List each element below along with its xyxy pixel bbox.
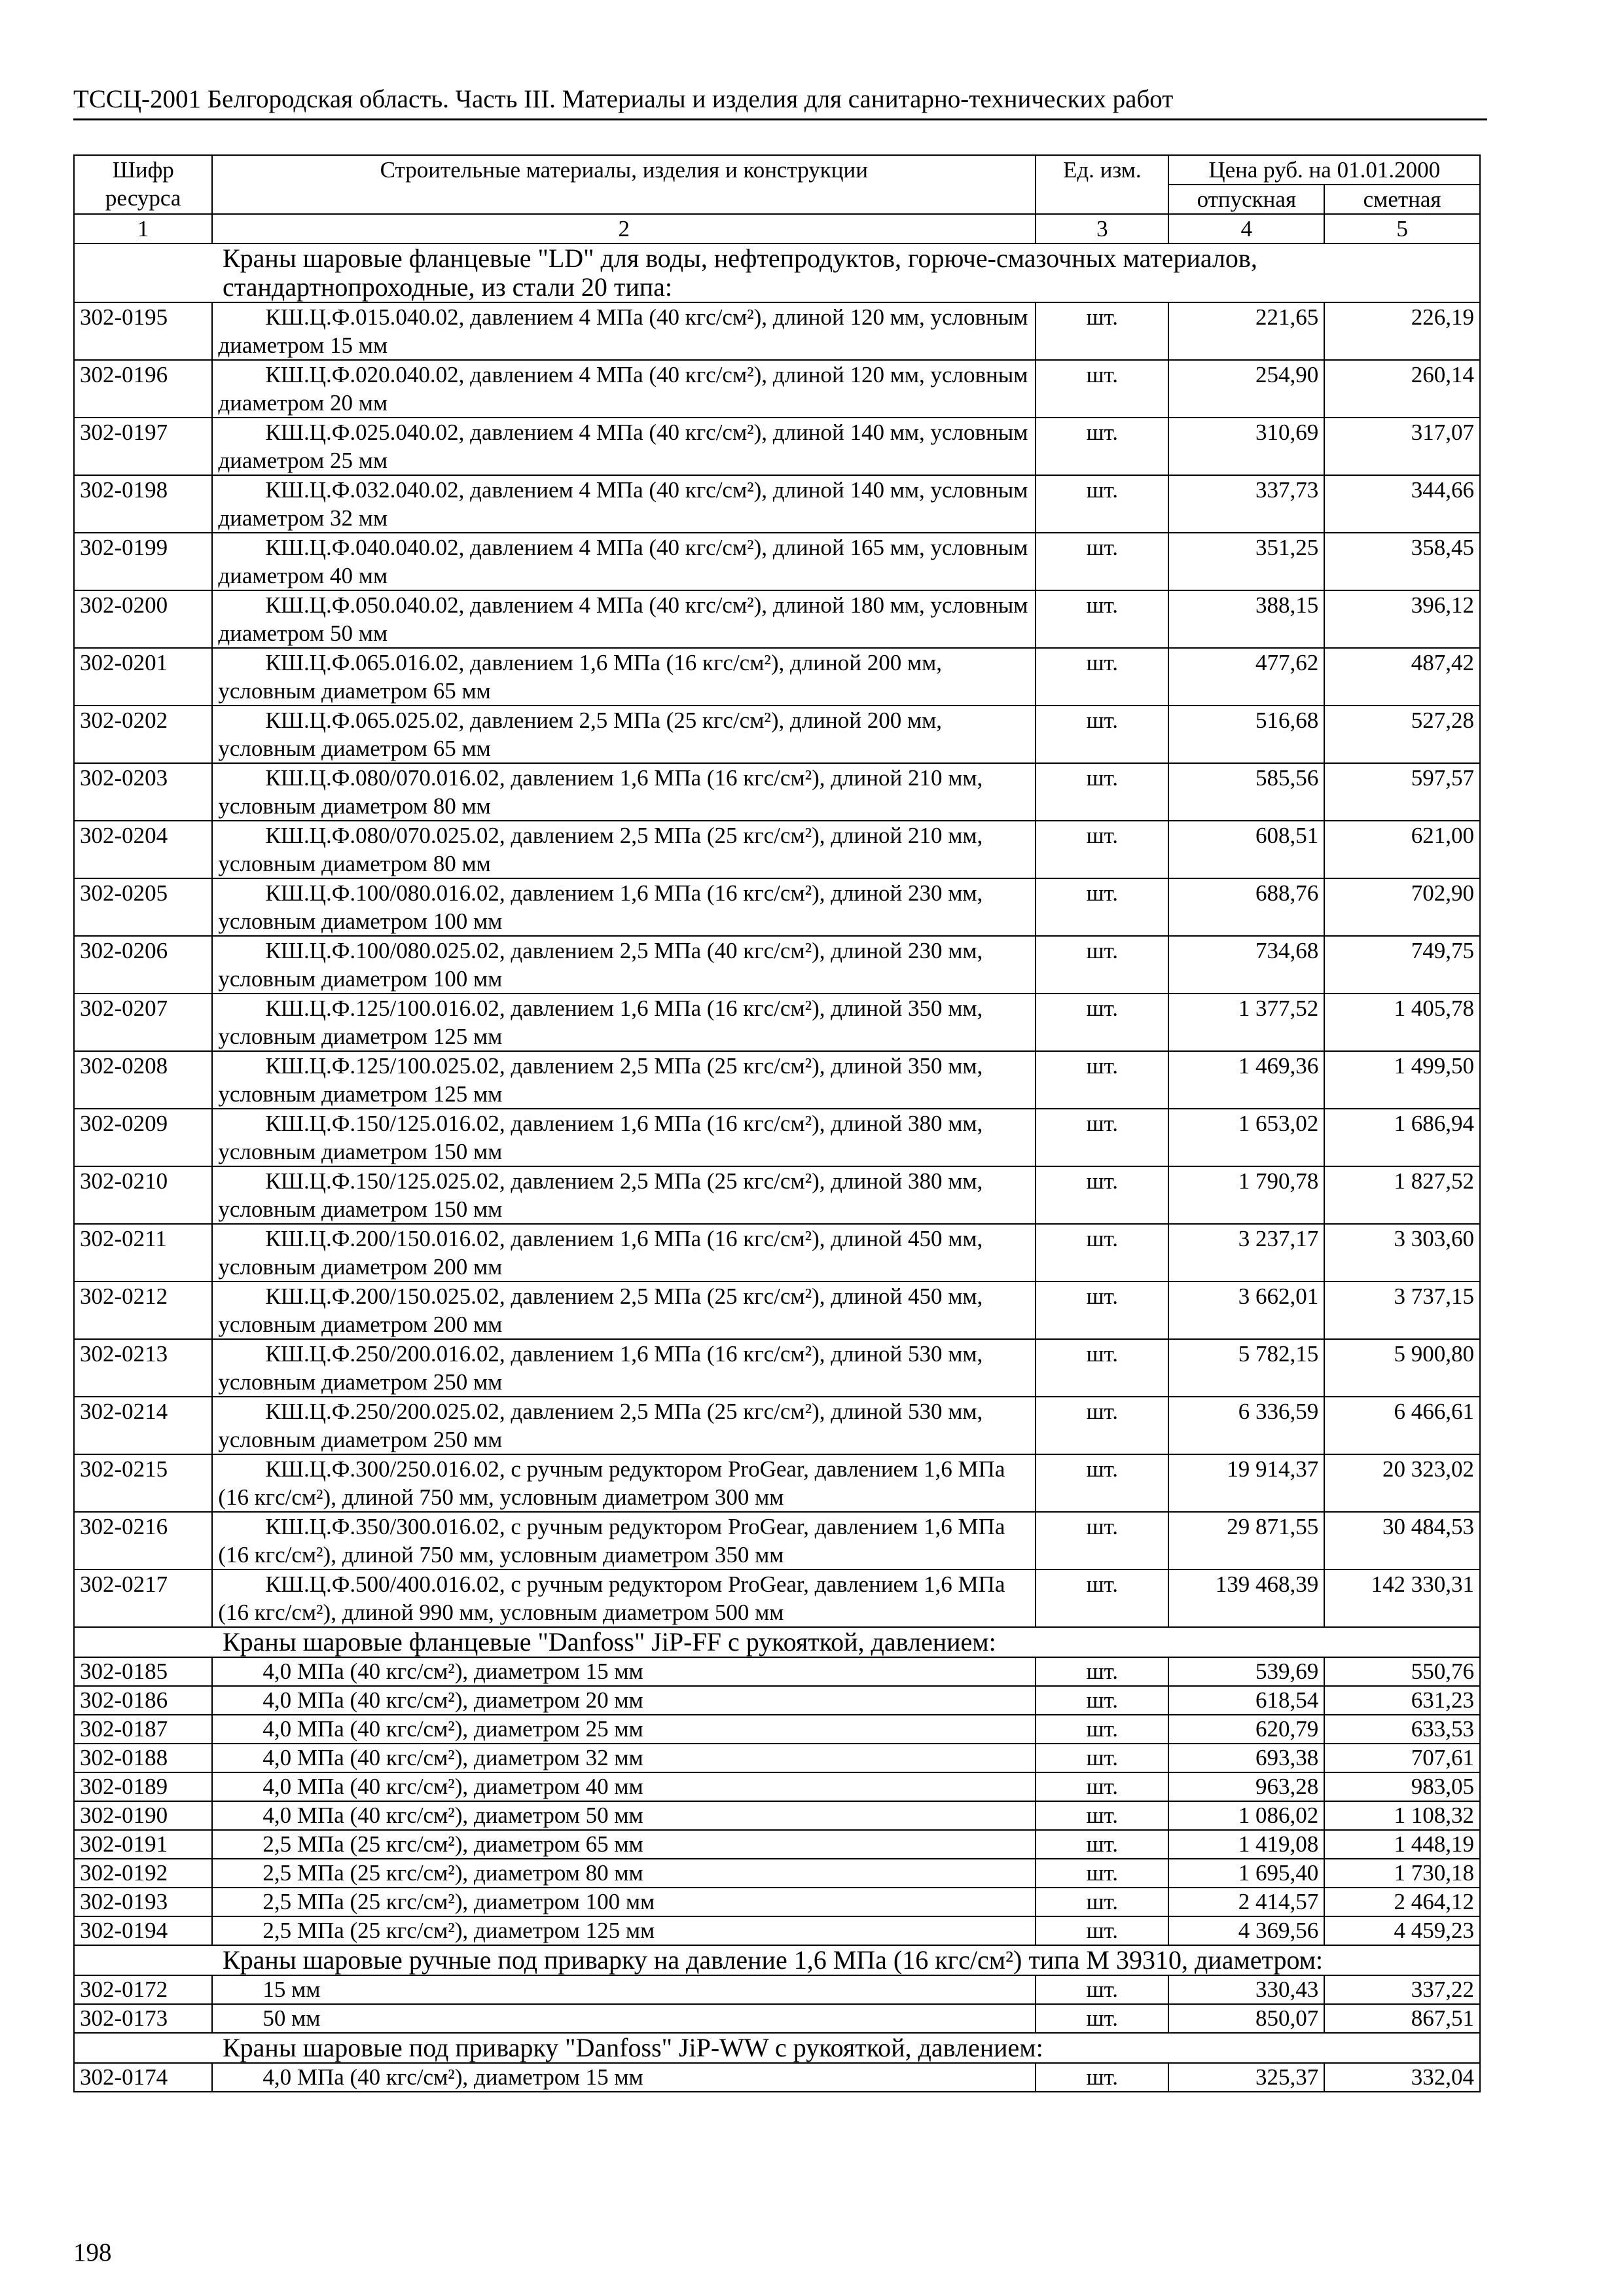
column-number: 4 [1168,214,1324,243]
estimate-price-cell: 867,51 [1324,2004,1480,2033]
section-header-row [74,243,1480,302]
estimate-price-cell: 6 466,61 [1324,1397,1480,1454]
release-price-cell: 477,62 [1168,648,1324,706]
material-name-text: 4,0 МПа (40 кгс/см²), диаметром 15 мм [262,2064,643,2090]
material-name-cell [212,590,1036,648]
unit-cell: шт. [1036,1109,1168,1166]
unit-cell: шт. [1036,1454,1168,1512]
resource-code-cell: 302-0199 [74,533,212,590]
table-row [74,1224,1480,1282]
estimate-price-cell: 707,61 [1324,1744,1480,1772]
material-name-cell [212,936,1036,994]
release-price-cell: 4 369,56 [1168,1916,1324,1945]
resource-code-cell: 302-0206 [74,936,212,994]
release-price-cell: 3 662,01 [1168,1282,1324,1339]
unit-cell: шт. [1036,302,1168,360]
table-row [74,475,1480,533]
table-row [74,1166,1480,1224]
estimate-price-cell: 1 405,78 [1324,994,1480,1051]
estimate-price-cell: 527,28 [1324,706,1480,763]
resource-code-cell: 302-0172 [74,1975,212,2004]
resource-code-cell: 302-0193 [74,1888,212,1916]
table-row [74,1339,1480,1397]
table-row [74,1916,1480,1945]
release-price-cell: 850,07 [1168,2004,1324,2033]
release-price-cell: 221,65 [1168,302,1324,360]
table-row [74,1282,1480,1339]
estimate-price-cell: 30 484,53 [1324,1512,1480,1570]
release-price-cell: 6 336,59 [1168,1397,1324,1454]
material-name-text: КШ.Ц.Ф.300/250.016.02, с ручным редуктором ProGear, давлением 1,6 МПа (16 кгс/см²), длиной 750 мм, условным диаметром 300 мм [218,1456,1005,1510]
unit-cell: шт. [1036,1657,1168,1686]
release-price-cell: 1 086,02 [1168,1801,1324,1830]
resource-code-cell: 302-0194 [74,1916,212,1945]
resource-code-cell: 302-0189 [74,1772,212,1801]
table-row [74,1772,1480,1801]
material-name-text: 2,5 МПа (25 кгс/см²), диаметром 80 мм [262,1860,643,1886]
material-name-text: КШ.Ц.Ф.065.016.02, давлением 1,6 МПа (16 кгс/см²), длиной 200 мм, условным диаметром 65 мм [218,650,943,704]
material-name-text: 50 мм [262,2005,321,2031]
estimate-price-cell: 5 900,80 [1324,1339,1480,1397]
material-name-text: КШ.Ц.Ф.100/080.025.02, давлением 2,5 МПа (40 кгс/см²), длиной 230 мм, условным диаметром 100 мм [218,938,983,992]
estimate-price-cell: 260,14 [1324,360,1480,418]
table-row [74,1801,1480,1830]
release-price-cell: 608,51 [1168,821,1324,878]
material-name-text: КШ.Ц.Ф.350/300.016.02, с ручным редуктором ProGear, давлением 1,6 МПа (16 кгс/см²), длиной 750 мм, условным диаметром 350 мм [218,1514,1005,1568]
resource-code-cell: 302-0209 [74,1109,212,1166]
material-name-cell [212,1454,1036,1512]
material-name-text: КШ.Ц.Ф.040.040.02, давлением 4 МПа (40 кгс/см²), длиной 165 мм, условным диаметром 40 мм [218,535,1028,588]
table-row [74,418,1480,475]
release-price-cell: 1 469,36 [1168,1051,1324,1109]
material-name-text: КШ.Ц.Ф.150/125.025.02, давлением 2,5 МПа (25 кгс/см²), длиной 380 мм, условным диаметром 150 мм [218,1168,983,1222]
material-name-text: КШ.Ц.Ф.150/125.016.02, давлением 1,6 МПа (16 кгс/см²), длиной 380 мм, условным диаметром 150 мм [218,1111,983,1164]
release-price-cell: 330,43 [1168,1975,1324,2004]
material-name-cell [212,763,1036,821]
material-name-text: КШ.Ц.Ф.200/150.025.02, давлением 2,5 МПа (25 кгс/см²), длиной 450 мм, условным диаметром 200 мм [218,1283,983,1337]
estimate-price-cell: 1 108,32 [1324,1801,1480,1830]
release-price-cell: 1 653,02 [1168,1109,1324,1166]
estimate-price-cell: 396,12 [1324,590,1480,648]
table-row [74,1570,1480,1627]
release-price-cell: 139 468,39 [1168,1570,1324,1627]
estimate-price-cell: 4 459,23 [1324,1916,1480,1945]
unit-cell: шт. [1036,648,1168,706]
release-price-cell: 19 914,37 [1168,1454,1324,1512]
material-name-text: КШ.Ц.Ф.065.025.02, давлением 2,5 МПа (25 кгс/см²), длиной 200 мм, условным диаметром 65 мм [218,708,943,761]
material-name-cell [212,418,1036,475]
material-name-text: 4,0 МПа (40 кгс/см²), диаметром 25 мм [262,1716,643,1742]
material-name-cell [212,1859,1036,1888]
release-price-cell: 351,25 [1168,533,1324,590]
material-name-text: 4,0 МПа (40 кгс/см²), диаметром 15 мм [262,1659,643,1684]
unit-cell: шт. [1036,360,1168,418]
resource-code-cell: 302-0198 [74,475,212,533]
release-price-cell: 29 871,55 [1168,1512,1324,1570]
material-name-cell [212,1801,1036,1830]
material-name-text: КШ.Ц.Ф.100/080.016.02, давлением 1,6 МПа (16 кгс/см²), длиной 230 мм, условным диаметром 100 мм [218,880,983,934]
material-name-text: КШ.Ц.Ф.080/070.016.02, давлением 1,6 МПа (16 кгс/см²), длиной 210 мм, условным диаметром 80 мм [218,765,983,819]
table-row [74,1686,1480,1715]
section-header-row [74,1945,1480,1975]
estimate-price-cell: 332,04 [1324,2063,1480,2092]
table-row [74,1397,1480,1454]
material-name-cell [212,1715,1036,1744]
table-row [74,878,1480,936]
table-row [74,302,1480,360]
material-name-text: КШ.Ц.Ф.015.040.02, давлением 4 МПа (40 кгс/см²), длиной 120 мм, условным диаметром 15 мм [218,304,1028,358]
material-name-text: КШ.Ц.Ф.025.040.02, давлением 4 МПа (40 кгс/см²), длиной 140 мм, условным диаметром 25 мм [218,420,1028,473]
estimate-price-cell: 3 737,15 [1324,1282,1480,1339]
unit-cell: шт. [1036,706,1168,763]
material-name-cell [212,1397,1036,1454]
resource-code-cell: 302-0216 [74,1512,212,1570]
unit-cell: шт. [1036,936,1168,994]
resource-code-cell: 302-0187 [74,1715,212,1744]
material-name-cell [212,1166,1036,1224]
release-price-cell: 3 237,17 [1168,1224,1324,1282]
resource-code-cell: 302-0195 [74,302,212,360]
material-name-cell [212,706,1036,763]
release-price-cell: 1 419,08 [1168,1830,1324,1859]
header-code: Шифр ресурса [74,155,212,214]
material-name-text: КШ.Ц.Ф.125/100.016.02, давлением 1,6 МПа (16 кгс/см²), длиной 350 мм, условным диаметром 125 мм [218,996,983,1049]
material-name-text: КШ.Ц.Ф.080/070.025.02, давлением 2,5 МПа (25 кгс/см²), длиной 210 мм, условным диаметром 80 мм [218,823,983,876]
unit-cell: шт. [1036,1916,1168,1945]
table-row [74,936,1480,994]
table-row [74,1512,1480,1570]
release-price-cell: 254,90 [1168,360,1324,418]
header-unit: Ед. изм. [1036,155,1168,214]
release-price-cell: 337,73 [1168,475,1324,533]
release-price-cell: 618,54 [1168,1686,1324,1715]
column-number: 3 [1036,214,1168,243]
material-name-cell [212,360,1036,418]
material-name-text: 4,0 МПа (40 кгс/см²), диаметром 20 мм [262,1687,643,1713]
estimate-price-cell: 337,22 [1324,1975,1480,2004]
release-price-cell: 388,15 [1168,590,1324,648]
material-name-text: КШ.Ц.Ф.200/150.016.02, давлением 1,6 МПа (16 кгс/см²), длиной 450 мм, условным диаметром 200 мм [218,1226,983,1280]
resource-code-cell: 302-0190 [74,1801,212,1830]
estimate-price-cell: 983,05 [1324,1772,1480,1801]
table-row [74,360,1480,418]
table-row [74,1975,1480,2004]
release-price-cell: 2 414,57 [1168,1888,1324,1916]
section-header-row [74,1627,1480,1657]
section-title: Краны шаровые фланцевые "LD" для воды, нефтепродуктов, горюче-смазочных материалов, стандартнопроходные, из стали 20 типа: [74,243,1480,302]
material-name-cell [212,2004,1036,2033]
material-name-text: 2,5 МПа (25 кгс/см²), диаметром 125 мм [262,1918,655,1943]
resource-code-cell: 302-0215 [74,1454,212,1512]
estimate-price-cell: 631,23 [1324,1686,1480,1715]
header-price-group: Цена руб. на 01.01.2000 [1168,155,1480,185]
table-row [74,1454,1480,1512]
unit-cell: шт. [1036,1339,1168,1397]
material-name-text: КШ.Ц.Ф.125/100.025.02, давлением 2,5 МПа (25 кгс/см²), длиной 350 мм, условным диаметром 125 мм [218,1053,983,1107]
resource-code-cell: 302-0207 [74,994,212,1051]
estimate-price-cell: 621,00 [1324,821,1480,878]
unit-cell: шт. [1036,994,1168,1051]
table-row [74,821,1480,878]
release-price-cell: 325,37 [1168,2063,1324,2092]
table-row [74,2063,1480,2092]
material-name-cell [212,533,1036,590]
material-name-text: 2,5 МПа (25 кгс/см²), диаметром 65 мм [262,1831,643,1857]
resource-code-cell: 302-0212 [74,1282,212,1339]
resource-code-cell: 302-0192 [74,1859,212,1888]
section-header-row [74,2033,1480,2063]
table-row [74,1051,1480,1109]
unit-cell: шт. [1036,1512,1168,1570]
material-name-text: КШ.Ц.Ф.032.040.02, давлением 4 МПа (40 кгс/см²), длиной 140 мм, условным диаметром 32 мм [218,477,1028,531]
header-price-release: отпускная [1168,185,1324,214]
unit-cell: шт. [1036,1715,1168,1744]
release-price-cell: 693,38 [1168,1744,1324,1772]
material-name-cell [212,878,1036,936]
material-name-text: 4,0 МПа (40 кгс/см²), диаметром 50 мм [262,1803,643,1828]
material-name-cell [212,1282,1036,1339]
resource-code-cell: 302-0191 [74,1830,212,1859]
estimate-price-cell: 1 730,18 [1324,1859,1480,1888]
table-row [74,1744,1480,1772]
material-name-text: КШ.Ц.Ф.250/200.025.02, давлением 2,5 МПа (25 кгс/см²), длиной 530 мм, условным диаметром 250 мм [218,1399,983,1452]
unit-cell: шт. [1036,1772,1168,1801]
unit-cell: шт. [1036,533,1168,590]
resource-code-cell: 302-0196 [74,360,212,418]
section-title: Краны шаровые фланцевые "Danfoss" JiP-FF с рукояткой, давлением: [74,1627,1480,1657]
release-price-cell: 5 782,15 [1168,1339,1324,1397]
table-row [74,533,1480,590]
resource-code-cell: 302-0188 [74,1744,212,1772]
release-price-cell: 963,28 [1168,1772,1324,1801]
unit-cell: шт. [1036,2004,1168,2033]
material-name-cell [212,648,1036,706]
material-name-cell [212,302,1036,360]
running-header: ТССЦ-2001 Белгородская область. Часть III. Материалы и изделия для санитарно-технических работ [73,85,1174,113]
resource-code-cell: 302-0203 [74,763,212,821]
material-name-cell [212,1888,1036,1916]
resource-code-cell: 302-0213 [74,1339,212,1397]
estimate-price-cell: 317,07 [1324,418,1480,475]
material-name-cell [212,1916,1036,1945]
table-row [74,1859,1480,1888]
section-title: Краны шаровые ручные под приварку на давление 1,6 МПа (16 кгс/см²) типа М 39310, диаметром: [74,1945,1480,1975]
unit-cell: шт. [1036,1830,1168,1859]
unit-cell: шт. [1036,821,1168,878]
release-price-cell: 1 695,40 [1168,1859,1324,1888]
material-name-cell [212,2063,1036,2092]
header-rule [73,118,1487,120]
material-name-cell [212,1512,1036,1570]
material-name-text: КШ.Ц.Ф.250/200.016.02, давлением 1,6 МПа (16 кгс/см²), длиной 530 мм, условным диаметром 250 мм [218,1341,983,1395]
unit-cell: шт. [1036,1166,1168,1224]
resource-code-cell: 302-0211 [74,1224,212,1282]
material-name-text: КШ.Ц.Ф.050.040.02, давлением 4 МПа (40 кгс/см²), длиной 180 мм, условным диаметром 50 мм [218,592,1028,646]
material-name-text: КШ.Ц.Ф.500/400.016.02, с ручным редуктором ProGear, давлением 1,6 МПа (16 кгс/см²), длиной 990 мм, условным диаметром 500 мм [218,1571,1005,1625]
column-number: 2 [212,214,1036,243]
estimate-price-cell: 487,42 [1324,648,1480,706]
estimate-price-cell: 142 330,31 [1324,1570,1480,1627]
material-name-text: 15 мм [262,1977,321,2002]
header-price-estimate: сметная [1324,185,1480,214]
unit-cell: шт. [1036,1570,1168,1627]
unit-cell: шт. [1036,590,1168,648]
unit-cell: шт. [1036,1801,1168,1830]
table-row [74,2004,1480,2033]
unit-cell: шт. [1036,763,1168,821]
resource-code-cell: 302-0204 [74,821,212,878]
table-row [74,1715,1480,1744]
release-price-cell: 734,68 [1168,936,1324,994]
column-number: 1 [74,214,212,243]
estimate-price-cell: 633,53 [1324,1715,1480,1744]
table-row [74,1109,1480,1166]
resource-code-cell: 302-0205 [74,878,212,936]
unit-cell: шт. [1036,1051,1168,1109]
page-number: 198 [73,2238,112,2267]
release-price-cell: 1 790,78 [1168,1166,1324,1224]
estimate-price-cell: 20 323,02 [1324,1454,1480,1512]
estimate-price-cell: 702,90 [1324,878,1480,936]
estimate-price-cell: 597,57 [1324,763,1480,821]
price-table [73,154,1481,2092]
table-header [74,155,1480,243]
estimate-price-cell: 1 448,19 [1324,1830,1480,1859]
resource-code-cell: 302-0210 [74,1166,212,1224]
resource-code-cell: 302-0173 [74,2004,212,2033]
table-row [74,706,1480,763]
material-name-text: КШ.Ц.Ф.020.040.02, давлением 4 МПа (40 кгс/см²), длиной 120 мм, условным диаметром 20 мм [218,362,1028,416]
table-row [74,1888,1480,1916]
material-name-cell [212,1570,1036,1627]
material-name-cell [212,1744,1036,1772]
material-name-text: 4,0 МПа (40 кгс/см²), диаметром 32 мм [262,1745,643,1770]
unit-cell: шт. [1036,475,1168,533]
resource-code-cell: 302-0200 [74,590,212,648]
resource-code-cell: 302-0174 [74,2063,212,2092]
material-name-cell [212,1686,1036,1715]
release-price-cell: 688,76 [1168,878,1324,936]
estimate-price-cell: 749,75 [1324,936,1480,994]
table-body [74,243,1480,2092]
material-name-text: 4,0 МПа (40 кгс/см²), диаметром 40 мм [262,1774,643,1799]
release-price-cell: 620,79 [1168,1715,1324,1744]
header-name: Строительные материалы, изделия и конструкции [212,155,1036,214]
estimate-price-cell: 2 464,12 [1324,1888,1480,1916]
release-price-cell: 1 377,52 [1168,994,1324,1051]
table-row [74,648,1480,706]
table-row [74,1657,1480,1686]
resource-code-cell: 302-0217 [74,1570,212,1627]
material-name-cell [212,1051,1036,1109]
estimate-price-cell: 358,45 [1324,533,1480,590]
unit-cell: шт. [1036,1686,1168,1715]
estimate-price-cell: 1 686,94 [1324,1109,1480,1166]
unit-cell: шт. [1036,1224,1168,1282]
resource-code-cell: 302-0186 [74,1686,212,1715]
material-name-cell [212,1830,1036,1859]
estimate-price-cell: 550,76 [1324,1657,1480,1686]
estimate-price-cell: 3 303,60 [1324,1224,1480,1282]
resource-code-cell: 302-0214 [74,1397,212,1454]
unit-cell: шт. [1036,878,1168,936]
resource-code-cell: 302-0185 [74,1657,212,1686]
material-name-cell [212,1224,1036,1282]
material-name-text: 2,5 МПа (25 кгс/см²), диаметром 100 мм [262,1889,655,1914]
column-numbers-row [74,214,1480,243]
unit-cell: шт. [1036,1975,1168,2004]
table-row [74,994,1480,1051]
resource-code-cell: 302-0208 [74,1051,212,1109]
material-name-cell [212,1975,1036,2004]
unit-cell: шт. [1036,1282,1168,1339]
estimate-price-cell: 1 827,52 [1324,1166,1480,1224]
material-name-cell [212,1339,1036,1397]
material-name-cell [212,475,1036,533]
estimate-price-cell: 1 499,50 [1324,1051,1480,1109]
estimate-price-cell: 226,19 [1324,302,1480,360]
release-price-cell: 516,68 [1168,706,1324,763]
table-row [74,763,1480,821]
release-price-cell: 310,69 [1168,418,1324,475]
section-title: Краны шаровые под приварку "Danfoss" JiP-WW с рукояткой, давлением: [74,2033,1480,2063]
material-name-cell [212,1772,1036,1801]
release-price-cell: 585,56 [1168,763,1324,821]
estimate-price-cell: 344,66 [1324,475,1480,533]
table-row [74,590,1480,648]
unit-cell: шт. [1036,1397,1168,1454]
unit-cell: шт. [1036,1859,1168,1888]
resource-code-cell: 302-0201 [74,648,212,706]
unit-cell: шт. [1036,418,1168,475]
unit-cell: шт. [1036,1744,1168,1772]
unit-cell: шт. [1036,1888,1168,1916]
table-row [74,1830,1480,1859]
resource-code-cell: 302-0202 [74,706,212,763]
resource-code-cell: 302-0197 [74,418,212,475]
unit-cell: шт. [1036,2063,1168,2092]
material-name-cell [212,821,1036,878]
material-name-cell [212,994,1036,1051]
material-name-cell [212,1109,1036,1166]
material-name-cell [212,1657,1036,1686]
column-number: 5 [1324,214,1480,243]
release-price-cell: 539,69 [1168,1657,1324,1686]
